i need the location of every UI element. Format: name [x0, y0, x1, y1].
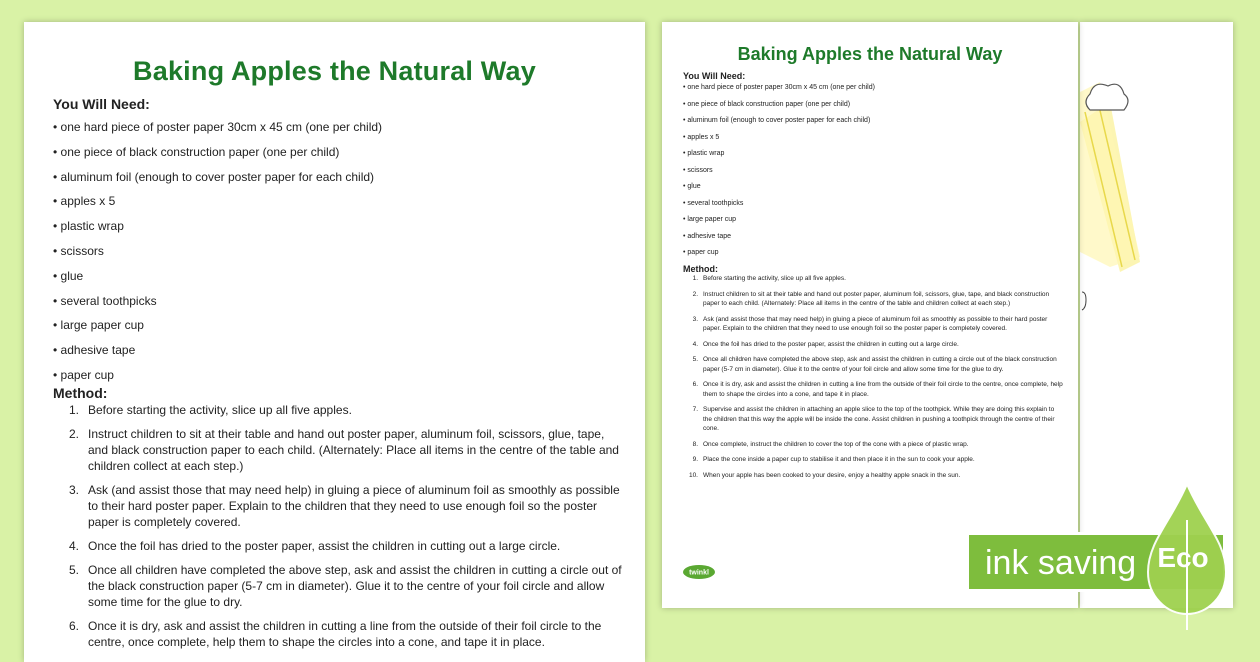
step-number: 4.: [692, 340, 698, 348]
method-step: [680, 315, 1064, 334]
list-item: • plastic wrap: [53, 217, 382, 242]
method-step: [680, 455, 1064, 465]
eco-label: Eco: [1157, 542, 1209, 573]
list-item: • adhesive tape: [53, 341, 382, 366]
step-number: 3.: [68, 483, 79, 497]
method-step: [680, 355, 1064, 374]
step-text: Once it is dry, ask and assist the children in cutting a line from the outside of their foil circle to the centre, once complete, help them to shape the circles into a cone, and tape it in place.: [703, 381, 1063, 398]
twinkl-logo: [682, 564, 716, 580]
step-text: Instruct children to sit at their table and hand out poster paper, aluminum foil, scissors, glue, tape, and black construction paper to each child. (Alternately: Place all items in the centre of the table and children collect at each step.): [703, 290, 1050, 307]
step-text: When your apple has been cooked to your desire, enjoy a healthy apple snack in the sun.: [703, 471, 961, 479]
step-number: 9.: [692, 456, 698, 463]
method-list: [680, 274, 1064, 486]
method-step: [48, 538, 623, 554]
method-step: [680, 340, 1064, 350]
list-item: • one hard piece of poster paper 30cm x 45 cm (one per child): [53, 118, 382, 143]
method-step: [680, 274, 1064, 284]
list-item: • paper cup: [53, 366, 382, 391]
step-number: 4.: [68, 539, 79, 553]
list-item: • aluminum foil (enough to cover poster paper for each child): [53, 168, 382, 193]
method-step: [680, 290, 1064, 309]
list-item: • apples x 5: [683, 133, 875, 150]
step-number: 8.: [692, 440, 698, 448]
step-number: 5.: [68, 563, 79, 577]
materials-list: [683, 83, 875, 265]
step-text: Once all children have completed the above step, ask and assist the children in cutting a circle out of the black construction paper (5-7 cm in diameter). Glue it to the centre of your foil circle and allow some time for the glue to dry.: [703, 356, 1057, 373]
method-step: [48, 426, 623, 474]
step-number: 7.: [692, 406, 698, 413]
step-number: 6.: [692, 381, 698, 388]
materials-list: [53, 118, 382, 391]
step-text: Instruct children to sit at their table and hand out poster paper, aluminum foil, scissors, glue, tape, and black construction paper to each child. (Alternately: Place all items in the centre of the table and children collect at each step.): [88, 427, 619, 473]
list-item: • large paper cup: [53, 316, 382, 341]
step-number: 6.: [68, 619, 79, 633]
list-item: • scissors: [683, 166, 875, 183]
you-will-need-heading: You Will Need:: [53, 96, 150, 112]
logo-text: twinkl: [689, 569, 709, 577]
list-item: • one hard piece of poster paper 30cm x 45 cm (one per child): [683, 83, 875, 100]
list-item: • glue: [53, 267, 382, 292]
ink-saving-badge: [966, 480, 1260, 630]
list-item: • several toothpicks: [53, 292, 382, 317]
step-text: Once it is dry, ask and assist the children in cutting a line from the outside of their foil circle to the centre, once complete, help them to shape the circles into a cone, and tape it in place.: [88, 619, 602, 649]
list-item: • one piece of black construction paper (one per child): [53, 143, 382, 168]
page-title: Baking Apples the Natural Way: [737, 44, 1003, 64]
list-item: • one piece of black construction paper (one per child): [683, 100, 875, 117]
step-text: Before starting the activity, slice up all five apples.: [88, 403, 352, 417]
step-text: Place the cone inside a paper cup to stabilise it and then place it in the sun to cook your apple.: [703, 456, 975, 463]
step-number: 1.: [692, 275, 698, 282]
step-text: Ask (and assist those that may need help) in gluing a piece of aluminum foil as smoothly as possible to their hard poster paper. Explain to the children that they need to use enough foil so the poster paper is completely covered.: [88, 483, 620, 529]
step-number: 2.: [692, 290, 698, 298]
list-item: • paper cup: [683, 248, 875, 265]
method-step: [48, 562, 623, 610]
you-will-need-heading: You Will Need:: [683, 71, 746, 81]
list-item: • adhesive tape: [683, 232, 875, 249]
step-number: 3.: [692, 315, 698, 323]
cloud-icon: [1086, 84, 1128, 110]
step-number: 10.: [688, 471, 698, 479]
step-number: 5.: [692, 356, 698, 363]
step-text: Once the foil has dried to the poster paper, assist the children in cutting out a large circle.: [703, 340, 959, 348]
method-list: [48, 402, 623, 658]
ink-saving-label: ink saving: [985, 544, 1137, 582]
step-text: Supervise and assist the children in attaching an apple slice to the top of the toothpick. While they are doing this explain to the children that this way the apple will be inside the cone. Assist children in pushing a toothpick through the centre of their cone.: [703, 406, 1055, 432]
method-heading: Method:: [683, 264, 718, 274]
step-text: Ask (and assist those that may need help) in gluing a piece of aluminum foil as smoothly as possible to their hard poster paper. Explain to the children that they need to use enough foil so the poster paper is completely covered.: [703, 315, 1048, 332]
method-step: [680, 380, 1064, 399]
list-item: • aluminum foil (enough to cover poster paper for each child): [683, 116, 875, 133]
list-item: • plastic wrap: [683, 149, 875, 166]
step-text: Once complete, instruct the children to cover the top of the cone with a piece of plastic wrap.: [703, 440, 969, 448]
method-heading: Method:: [53, 385, 108, 401]
method-step: [680, 471, 1064, 481]
step-number: 2.: [68, 427, 79, 441]
method-step: [48, 618, 623, 650]
step-text: Once the foil has dried to the poster paper, assist the children in cutting out a large circle.: [88, 539, 561, 553]
step-number: 1.: [68, 403, 79, 417]
list-item: • scissors: [53, 242, 382, 267]
list-item: • several toothpicks: [683, 199, 875, 216]
list-item: • glue: [683, 182, 875, 199]
step-text: Once all children have completed the above step, ask and assist the children in cutting a circle out of the black construction paper (5-7 cm in diameter). Glue it to the centre of your foil circle and allow some time for the glue to dry.: [88, 563, 622, 609]
method-step: [680, 440, 1064, 450]
step-text: Before starting the activity, slice up all five apples.: [703, 275, 846, 282]
method-step: [48, 402, 623, 418]
method-step: [680, 405, 1064, 434]
method-step: [48, 482, 623, 530]
list-item: • apples x 5: [53, 192, 382, 217]
list-item: • large paper cup: [683, 215, 875, 232]
worksheet-page-large: [24, 22, 645, 662]
page-title: Baking Apples the Natural Way: [133, 56, 536, 86]
